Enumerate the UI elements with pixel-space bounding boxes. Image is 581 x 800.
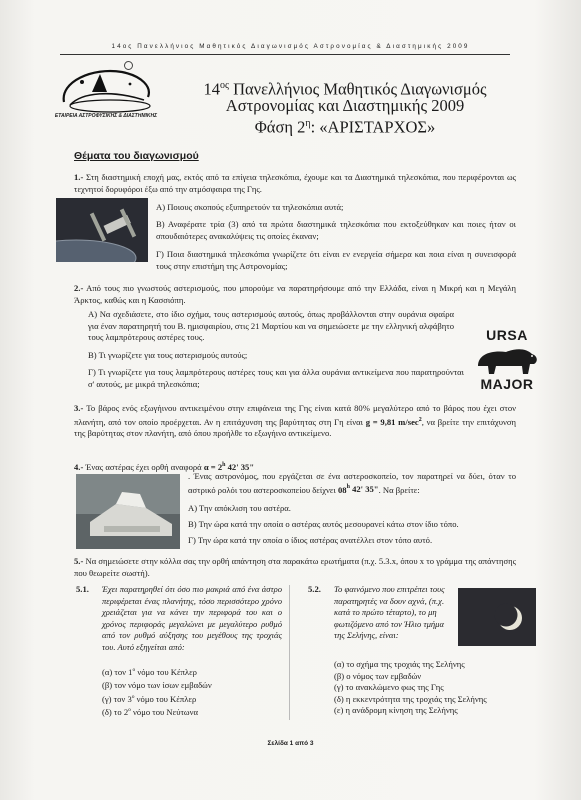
q5-1-label: 5.1. [76,584,89,594]
ursa-major-badge [472,328,542,394]
q5-2-option-d[interactable]: (δ) η εκκεντρότητα της τροχιάς της Σελήνης [334,693,487,704]
society-logo [52,62,162,132]
bear-icon [472,342,542,376]
logo-caption: ΕΤΑΙΡΕΙΑ ΑΣΤΡΟΦΥΣΙΚΗΣ & ΔΙΑΣΤΗΜΙΚΗΣ [54,113,158,119]
q2-part-b: Β) Τι γνωρίζετε για τους αστερισμούς αυτούς; [88,350,248,360]
q2-part-c: Γ) Τι γνωρίζετε για τους λαμπρότερους αστέρες τους και για άλλα ουράνια αντικείμενα που παρατηρούνται σ' αυτούς, με μικρά τηλεσκόπια; [88,367,464,389]
observatory-image [76,474,180,549]
q5-2-option-e[interactable]: (ε) η ανάδρομη κίνηση της Σελήνης [334,705,458,715]
running-header: 14ος Πανελλήνιος Μαθητικός Διαγωνισμός Αστρονομίας & Διαστημικής 2009 [111,43,470,50]
space-telescope-image [56,198,148,262]
q2-intro: 2.- Από τους πιο γνωστούς αστερισμούς, που μπορούμε να παρατηρήσουμε από την Ελλάδα, είναι η Μικρή και η Μεγάλη Άρκτος, καθώς και η Κασσιόπη. [74,283,516,305]
q2-part-a: Α) Να σχεδιάσετε, στο ίδιο σχήμα, τους αστερισμούς αυτούς, όπως προβάλλονται στην ουράνια σφαίρα για έναν παρατηρητή του Β. ημισφαιρίου, στις 21 Μαρτίου και να σημειώσετε με την ελληνική αλφάβητο τους λαμπρότερους αστέρες τους. [88,309,454,342]
q5-2-options [334,659,534,717]
q5-2-label: 5.2. [308,584,321,594]
q4-intro-line: 4.- Ένας αστέρας έχει ορθή αναφορά $\alpha = 2^h$ 42' 35" [74,461,255,472]
q5-1-text: Έχει παρατηρηθεί ότι όσο πιο μακριά από ένα άστρο περιφέρεται ένας πλανήτης, τόσο περισσότερο χρόνο χρειάζεται για να κάνει την περιφορά του και ο χρόνος περιφοράς μεγαλώνει με μεγαλύτερο ρυθμό από τον ρυθμό αύξησης του μεγέθους της τροχιάς του. Αυτό εξηγείται από: [102,584,282,652]
q5-2-option-b[interactable]: (β) ο νόμος των εμβαδών [334,670,422,681]
column-divider [289,585,290,720]
badge-bottom-label: MAJOR [480,376,534,392]
q4-description: . Ένας αστρονόμος, που εργάζεται σε ένα αστεροσκοπείο, τον παρατηρεί να δύει, όταν το αστρικό ρολόι του αστεροσκοπείου δείχνει 08$^h$ 42' 35". Να βρείτε: [188,471,516,495]
page-number: Σελίδα 1 από 3 [267,740,314,747]
q1-intro: 1.- Στη διαστημική εποχή μας, εκτός από τα επίγεια τηλεσκόπια, έχουμε και τα Διαστημικά τηλεσκόπια, που περιφέρονται ως τεχνητοί δορυφόροι έξω από την ατμόσφαιρα της Γης. [74,172,516,194]
title-line-3: Φάση $2^\eta$: «ΑΡΙΣΤΑΡΧΟΣ» [254,117,436,137]
q5-1-option-d[interactable]: (δ) το $2^o$ νόμο του Νεύτωνα [102,706,198,717]
q4-part-b: Β) Την ώρα κατά την οποία ο αστέρας αυτός μεσουρανεί κάτω στον ίδιο τόπο. [188,519,459,529]
section-heading: Θέματα του διαγωνισμού [74,150,199,162]
header-divider [60,54,510,55]
title-line-1: $14^{o\varsigma}$ Πανελλήνιος Μαθητικός Διαγωνισμός [203,79,487,99]
q5-1-option-b[interactable]: (β) τον νόμο των ίσων εμβαδών [102,680,212,691]
q5-1-options [102,665,282,718]
q1-part-c: Γ) Ποια διαστημικά τηλεσκόπια γνωρίζετε ότι είναι εν ενεργεία σήμερα και ποια είναι η συνεισφορά τους στην επιστήμη της Αστρονομίας; [156,249,516,271]
q1-part-a: Α) Ποιους σκοπούς εξυπηρετούν τα τηλεσκόπια αυτά; [156,202,344,212]
q5-1-option-c[interactable]: (γ) τον $3^o$ νόμο του Κέπλερ [102,693,197,704]
q5-2-option-a[interactable]: (α) το σχήμα της τροχιάς της Σελήνης [334,659,465,669]
badge-top-label: URSA [486,327,528,343]
q5-2-option-c[interactable]: (γ) το ανακλώμενο φως της Γης [334,682,444,692]
q5-2-text: Το φαινόμενο που επιτρέπει τους παρατηρητές να δουν αχνά, (π.χ. κατά το πρώτο τέταρτο), το μη φωτιζόμενο από τον Ήλιο τμήμα της Σελήνης, είναι: [334,584,445,640]
q3-text: 3.- Το βάρος ενός εξωγήινου αντικειμένου στην επιφάνεια της Γης είναι κατά 80% μεγαλύτερο από το βάρος που έχει στον πλανήτη, από τον οποίο προέρχεται. Αν η επιτάχυνση της βαρύτητας στη Γη είναι g = 9,81 $m/\sec^2$, να βρείτε την επιτάχυνση της βαρύτητας στον πλανήτη, από όπου προήλθε το εξωγήινο αντικείμενο. [74,403,517,438]
title-line-2: Αστρονομίας και Διαστημικής 2009 [225,96,465,115]
q4-part-c: Γ) Την ώρα κατά την οποία ο ίδιος αστέρας ανατέλλει στον τόπο αυτό. [188,535,433,545]
planet-ring-icon [124,61,133,70]
crescent-moon-image [458,588,536,646]
q1-part-b: Β) Αναφέρατε τρία (3) από τα πρώτα διαστημικά τηλεσκόπια που εκτοξεύθηκαν και ποιες ήταν οι σπουδαιότερες ανακαλύψεις τις οποίες έκαναν; [156,219,516,241]
q5-1-option-a[interactable]: (α) τον $1^o$ νόμο του Κέπλερ [102,666,197,677]
q5-intro: 5.- Να σημειώσετε στην κόλλα σας την ορθή απάντηση στα παρακάτω ερωτήματα (π.χ. 5.3.x, όπου x το γράμμα της απάντησης που θεωρείτε σωστή). [74,556,516,578]
q4-part-a: Α) Την απόκλιση του αστέρα. [188,503,291,513]
